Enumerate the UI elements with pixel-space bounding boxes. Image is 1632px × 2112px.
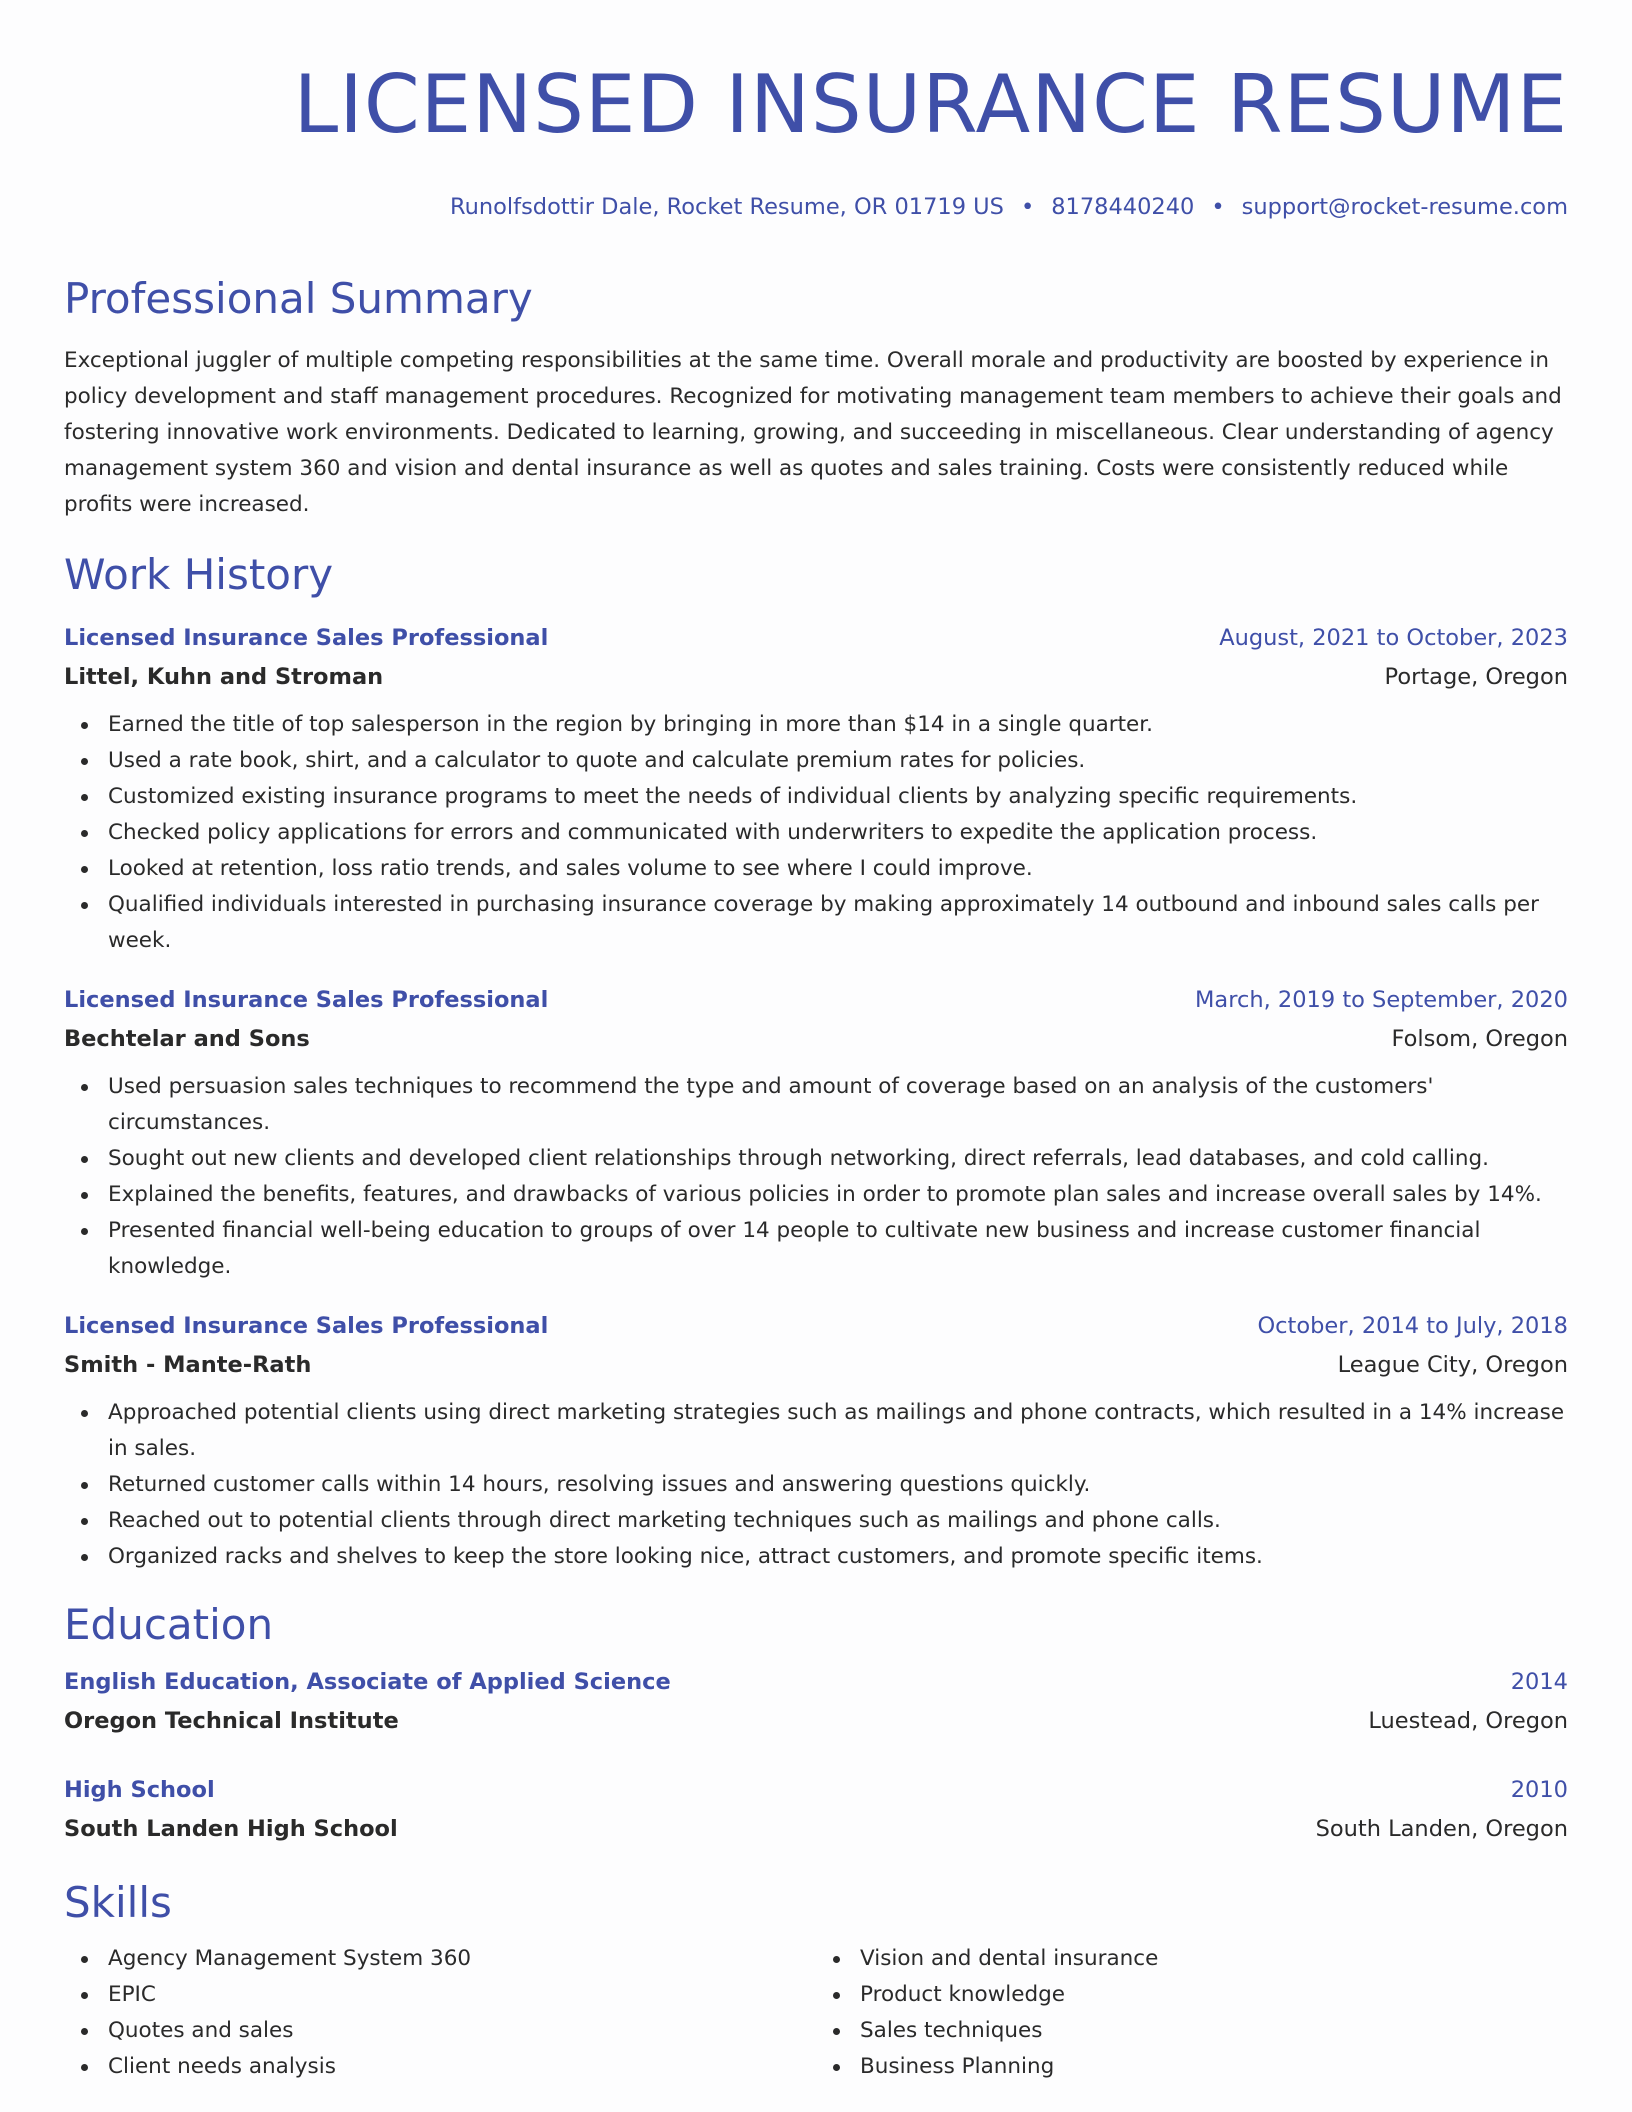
skill-item: Vision and dental insurance: [860, 1941, 1568, 1977]
bullet-item: Reached out to potential clients through direct marketing techniques such as mailings and phone calls.: [108, 1503, 1568, 1539]
summary-text: Exceptional juggler of multiple competing responsibilities at the same time. Overall morale and productivity are boosted by experience in policy development and staff management procedures. Recognized for motivating management team members to achieve their goals and fostering innovative work environments. Dedicated to learning, growing, and succeeding in miscellaneous. Clear understanding of agency management system 360 and vision and dental insurance as well as quotes and sales training. Costs were consistently reduced while profits were increased.: [64, 348, 1562, 517]
skills-columns: [64, 1941, 1568, 2085]
education-year: 2014: [1510, 1669, 1568, 1695]
school-name: Oregon Technical Institute: [64, 1708, 399, 1734]
bullet-item: Presented financial well-being education to groups of over 14 people to cultivate new business and increase customer financial knowledge.: [108, 1213, 1568, 1285]
skills-heading: Skills: [64, 1878, 172, 1927]
resume-header: [64, 50, 1568, 224]
job-company: Littel, Kuhn and Stroman: [64, 664, 384, 690]
skill-item: Client needs analysis: [108, 2049, 816, 2085]
education-year: 2010: [1510, 1777, 1568, 1803]
summary-heading: Professional Summary: [64, 274, 533, 323]
school-location: Luestead, Oregon: [1368, 1708, 1568, 1734]
bullet-item: Explained the benefits, features, and drawbacks of various policies in order to promote plan sales and increase overall sales by 14%.: [108, 1177, 1568, 1213]
job-bullets: [64, 1069, 1568, 1285]
bullet-item: Approached potential clients using direct marketing strategies such as mailings and phone contracts, which resulted in a 14% increase in sales.: [108, 1395, 1568, 1467]
school-location: South Landen, Oregon: [1315, 1816, 1568, 1842]
job-location: Portage, Oregon: [1384, 664, 1568, 690]
job-bullets: [64, 1395, 1568, 1575]
skill-item: Product knowledge: [860, 1977, 1568, 2013]
bullet-item: Looked at retention, loss ratio trends, and sales volume to see where I could improve.: [108, 851, 1568, 887]
resume-title: LICENSED INSURANCE RESUME: [293, 58, 1568, 151]
bullet-item: Customized existing insurance programs to meet the needs of individual clients by analyzing specific requirements.: [108, 779, 1568, 815]
degree-title: High School: [64, 1777, 215, 1803]
bullet-item: Qualified individuals interested in purchasing insurance coverage by making approximately 14 outbound and inbound sales calls per week.: [108, 887, 1568, 959]
skills-list-right: [816, 1941, 1568, 2085]
job-entry: [64, 1307, 1568, 1575]
skill-item: Sales techniques: [860, 2013, 1568, 2049]
contact-line: [64, 190, 1568, 224]
bullet-item: Sought out new clients and developed client relationships through networking, direct referrals, lead databases, and cold calling.: [108, 1141, 1568, 1177]
job-dates: March, 2019 to September, 2020: [1195, 987, 1568, 1013]
education-entry: [64, 1663, 1568, 1741]
job-company: Bechtelar and Sons: [64, 1026, 310, 1052]
bullet-item: Returned customer calls within 14 hours, resolving issues and answering questions quickly.: [108, 1467, 1568, 1503]
job-title: Licensed Insurance Sales Professional: [64, 625, 549, 651]
skill-item: Agency Management System 360: [108, 1941, 816, 1977]
bullet-item: Used persuasion sales techniques to recommend the type and amount of coverage based on an analysis of the customers' circumstances.: [108, 1069, 1568, 1141]
job-company: Smith - Mante-Rath: [64, 1352, 312, 1378]
skill-item: Quotes and sales: [108, 2013, 816, 2049]
contact-separator: •: [1020, 194, 1035, 220]
job-title: Licensed Insurance Sales Professional: [64, 1313, 549, 1339]
skill-item: Business Planning: [860, 2049, 1568, 2085]
contact-separator: •: [1211, 194, 1225, 220]
bullet-item: Checked policy applications for errors and communicated with underwriters to expedite the application process.: [108, 815, 1568, 851]
job-location: League City, Oregon: [1337, 1352, 1568, 1378]
school-name: South Landen High School: [64, 1816, 398, 1842]
education-heading: Education: [64, 1600, 274, 1649]
education-entry: [64, 1771, 1568, 1849]
job-entry: [64, 619, 1568, 959]
skills-list-left: [64, 1941, 816, 2085]
job-dates: August, 2021 to October, 2023: [1219, 625, 1568, 651]
bullet-item: Used a rate book, shirt, and a calculator to quote and calculate premium rates for policies.: [108, 743, 1568, 779]
job-bullets: [64, 707, 1568, 959]
job-dates: October, 2014 to July, 2018: [1257, 1313, 1568, 1339]
bullet-item: Organized racks and shelves to keep the store looking nice, attract customers, and promote specific items.: [108, 1539, 1568, 1575]
contact-phone[interactable]: 8178440240: [1051, 194, 1195, 220]
skill-item: EPIC: [108, 1977, 816, 2013]
job-location: Folsom, Oregon: [1391, 1026, 1568, 1052]
bullet-item: Earned the title of top salesperson in the region by bringing in more than $14 in a single quarter.: [108, 707, 1568, 743]
job-entry: [64, 981, 1568, 1285]
contact-address: Runolfsdottir Dale, Rocket Resume, OR 01719 US: [449, 194, 1004, 220]
work-history-heading: Work History: [64, 550, 334, 599]
degree-title: English Education, Associate of Applied Science: [64, 1669, 671, 1695]
job-title: Licensed Insurance Sales Professional: [64, 987, 549, 1013]
contact-email[interactable]: support@rocket-resume.com: [1241, 194, 1568, 220]
